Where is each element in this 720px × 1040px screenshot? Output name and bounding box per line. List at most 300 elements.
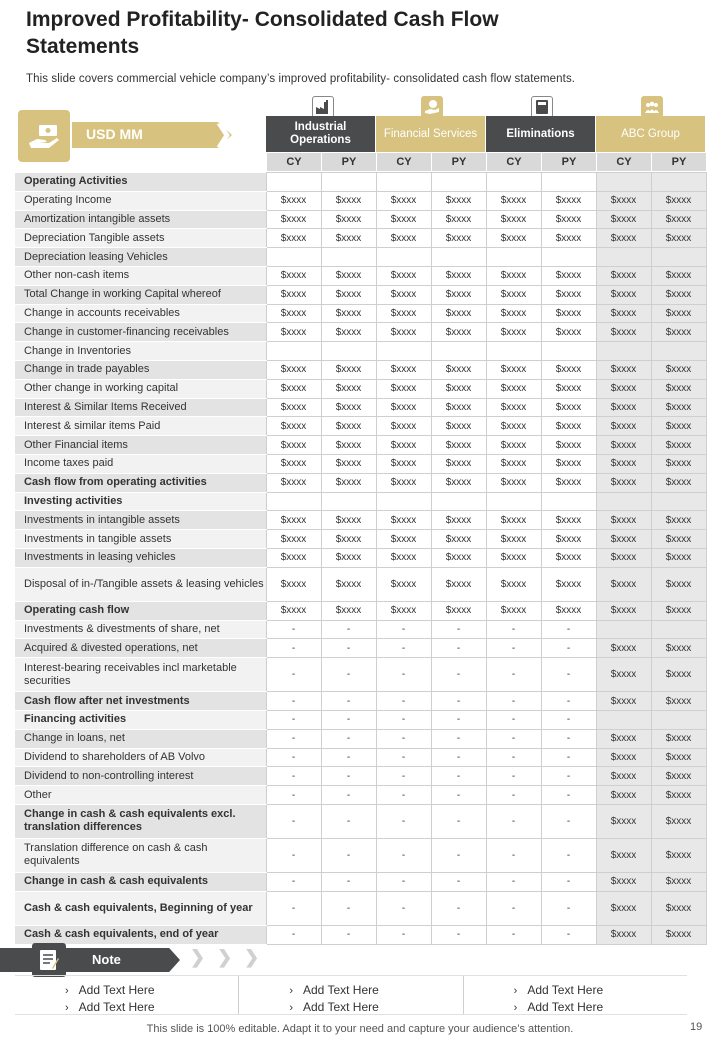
value-cell[interactable]: $xxxx — [486, 417, 541, 436]
value-cell[interactable]: $xxxx — [376, 304, 431, 323]
value-cell[interactable]: - — [486, 767, 541, 786]
value-cell[interactable]: - — [431, 710, 486, 729]
value-cell[interactable]: $xxxx — [596, 767, 651, 786]
value-cell[interactable]: $xxxx — [596, 567, 651, 601]
value-cell[interactable]: $xxxx — [651, 925, 706, 944]
value-cell[interactable] — [486, 342, 541, 361]
value-cell[interactable]: $xxxx — [596, 925, 651, 944]
value-cell[interactable]: - — [266, 767, 321, 786]
value-cell[interactable] — [266, 492, 321, 511]
value-cell[interactable] — [431, 342, 486, 361]
value-cell[interactable]: $xxxx — [376, 436, 431, 455]
value-cell[interactable]: $xxxx — [596, 838, 651, 872]
value-cell[interactable]: - — [431, 925, 486, 944]
value-cell[interactable]: $xxxx — [596, 639, 651, 658]
value-cell[interactable]: - — [321, 767, 376, 786]
value-cell[interactable]: $xxxx — [651, 601, 706, 620]
value-cell[interactable] — [321, 248, 376, 267]
value-cell[interactable] — [541, 248, 596, 267]
value-cell[interactable]: - — [321, 804, 376, 838]
note-item[interactable]: › Add Text Here — [65, 1000, 155, 1014]
value-cell[interactable]: - — [376, 692, 431, 711]
value-cell[interactable]: $xxxx — [376, 601, 431, 620]
value-cell[interactable]: $xxxx — [266, 285, 321, 304]
value-cell[interactable]: $xxxx — [486, 436, 541, 455]
value-cell[interactable]: $xxxx — [651, 229, 706, 248]
value-cell[interactable]: $xxxx — [321, 210, 376, 229]
value-cell[interactable]: $xxxx — [541, 436, 596, 455]
value-cell[interactable] — [541, 492, 596, 511]
value-cell[interactable]: $xxxx — [596, 658, 651, 692]
value-cell[interactable]: $xxxx — [486, 548, 541, 567]
value-cell[interactable]: $xxxx — [651, 323, 706, 342]
value-cell[interactable]: $xxxx — [541, 379, 596, 398]
value-cell[interactable]: - — [486, 872, 541, 891]
note-item[interactable]: › Add Text Here — [65, 983, 155, 997]
value-cell[interactable]: $xxxx — [596, 548, 651, 567]
value-cell[interactable]: - — [266, 838, 321, 872]
value-cell[interactable]: $xxxx — [321, 436, 376, 455]
value-cell[interactable]: $xxxx — [486, 285, 541, 304]
value-cell[interactable]: - — [431, 786, 486, 805]
value-cell[interactable]: - — [376, 639, 431, 658]
value-cell[interactable]: $xxxx — [321, 417, 376, 436]
value-cell[interactable]: $xxxx — [541, 530, 596, 549]
value-cell[interactable]: - — [376, 925, 431, 944]
value-cell[interactable]: $xxxx — [541, 304, 596, 323]
value-cell[interactable]: $xxxx — [486, 398, 541, 417]
value-cell[interactable]: $xxxx — [321, 473, 376, 492]
value-cell[interactable]: - — [486, 658, 541, 692]
value-cell[interactable]: - — [541, 729, 596, 748]
value-cell[interactable]: - — [541, 710, 596, 729]
value-cell[interactable]: $xxxx — [321, 285, 376, 304]
value-cell[interactable] — [376, 342, 431, 361]
value-cell[interactable]: $xxxx — [266, 398, 321, 417]
value-cell[interactable]: $xxxx — [651, 304, 706, 323]
value-cell[interactable] — [596, 173, 651, 192]
value-cell[interactable]: $xxxx — [541, 601, 596, 620]
value-cell[interactable]: $xxxx — [431, 436, 486, 455]
value-cell[interactable]: $xxxx — [651, 891, 706, 925]
value-cell[interactable]: $xxxx — [321, 229, 376, 248]
value-cell[interactable]: $xxxx — [486, 530, 541, 549]
value-cell[interactable]: $xxxx — [266, 601, 321, 620]
value-cell[interactable]: $xxxx — [651, 567, 706, 601]
value-cell[interactable]: $xxxx — [431, 360, 486, 379]
value-cell[interactable]: $xxxx — [596, 786, 651, 805]
value-cell[interactable]: - — [266, 620, 321, 639]
value-cell[interactable]: - — [431, 729, 486, 748]
value-cell[interactable]: - — [321, 729, 376, 748]
value-cell[interactable]: $xxxx — [376, 360, 431, 379]
value-cell[interactable]: $xxxx — [651, 379, 706, 398]
value-cell[interactable]: - — [376, 767, 431, 786]
value-cell[interactable]: - — [431, 838, 486, 872]
value-cell[interactable]: $xxxx — [486, 473, 541, 492]
value-cell[interactable]: - — [486, 891, 541, 925]
value-cell[interactable]: $xxxx — [376, 191, 431, 210]
value-cell[interactable] — [541, 342, 596, 361]
value-cell[interactable]: - — [321, 658, 376, 692]
note-item[interactable]: › Add Text Here — [513, 1000, 604, 1014]
value-cell[interactable]: - — [431, 692, 486, 711]
value-cell[interactable]: - — [541, 891, 596, 925]
value-cell[interactable]: $xxxx — [651, 210, 706, 229]
value-cell[interactable] — [376, 173, 431, 192]
value-cell[interactable]: $xxxx — [651, 530, 706, 549]
value-cell[interactable] — [651, 710, 706, 729]
value-cell[interactable]: $xxxx — [431, 285, 486, 304]
value-cell[interactable]: $xxxx — [651, 658, 706, 692]
value-cell[interactable]: $xxxx — [376, 530, 431, 549]
value-cell[interactable] — [486, 173, 541, 192]
value-cell[interactable]: $xxxx — [431, 417, 486, 436]
value-cell[interactable]: - — [486, 620, 541, 639]
value-cell[interactable] — [321, 173, 376, 192]
value-cell[interactable] — [431, 248, 486, 267]
value-cell[interactable]: - — [431, 804, 486, 838]
value-cell[interactable]: $xxxx — [651, 548, 706, 567]
value-cell[interactable] — [596, 710, 651, 729]
value-cell[interactable]: $xxxx — [541, 454, 596, 473]
value-cell[interactable]: - — [541, 838, 596, 872]
value-cell[interactable]: $xxxx — [486, 511, 541, 530]
value-cell[interactable]: $xxxx — [266, 548, 321, 567]
value-cell[interactable]: $xxxx — [266, 266, 321, 285]
value-cell[interactable] — [486, 492, 541, 511]
value-cell[interactable]: $xxxx — [541, 191, 596, 210]
value-cell[interactable]: $xxxx — [651, 360, 706, 379]
value-cell[interactable] — [431, 492, 486, 511]
value-cell[interactable]: $xxxx — [431, 511, 486, 530]
value-cell[interactable]: - — [431, 891, 486, 925]
value-cell[interactable]: $xxxx — [431, 548, 486, 567]
value-cell[interactable]: $xxxx — [266, 454, 321, 473]
value-cell[interactable]: - — [541, 692, 596, 711]
value-cell[interactable]: $xxxx — [431, 323, 486, 342]
value-cell[interactable]: $xxxx — [266, 530, 321, 549]
value-cell[interactable]: $xxxx — [376, 567, 431, 601]
value-cell[interactable]: - — [541, 748, 596, 767]
value-cell[interactable]: $xxxx — [431, 454, 486, 473]
value-cell[interactable]: $xxxx — [651, 767, 706, 786]
value-cell[interactable]: $xxxx — [651, 729, 706, 748]
value-cell[interactable]: $xxxx — [431, 304, 486, 323]
value-cell[interactable]: $xxxx — [596, 511, 651, 530]
value-cell[interactable]: $xxxx — [486, 191, 541, 210]
value-cell[interactable]: $xxxx — [541, 210, 596, 229]
note-item[interactable]: › Add Text Here — [513, 983, 604, 997]
value-cell[interactable]: - — [376, 786, 431, 805]
value-cell[interactable]: $xxxx — [541, 229, 596, 248]
value-cell[interactable]: - — [486, 710, 541, 729]
value-cell[interactable] — [596, 342, 651, 361]
value-cell[interactable]: - — [541, 872, 596, 891]
value-cell[interactable]: - — [266, 748, 321, 767]
value-cell[interactable]: $xxxx — [651, 511, 706, 530]
value-cell[interactable] — [486, 248, 541, 267]
value-cell[interactable]: $xxxx — [266, 229, 321, 248]
value-cell[interactable]: - — [486, 639, 541, 658]
value-cell[interactable]: $xxxx — [651, 786, 706, 805]
value-cell[interactable]: - — [376, 748, 431, 767]
value-cell[interactable]: - — [266, 692, 321, 711]
value-cell[interactable]: - — [431, 748, 486, 767]
value-cell[interactable]: $xxxx — [596, 891, 651, 925]
value-cell[interactable]: - — [321, 620, 376, 639]
value-cell[interactable]: $xxxx — [376, 229, 431, 248]
value-cell[interactable]: $xxxx — [541, 417, 596, 436]
value-cell[interactable]: - — [431, 872, 486, 891]
value-cell[interactable]: - — [541, 658, 596, 692]
value-cell[interactable]: - — [376, 729, 431, 748]
value-cell[interactable]: $xxxx — [651, 838, 706, 872]
value-cell[interactable]: $xxxx — [596, 360, 651, 379]
value-cell[interactable]: $xxxx — [651, 454, 706, 473]
value-cell[interactable]: $xxxx — [321, 266, 376, 285]
value-cell[interactable]: - — [321, 710, 376, 729]
value-cell[interactable]: $xxxx — [541, 548, 596, 567]
value-cell[interactable] — [431, 173, 486, 192]
value-cell[interactable]: $xxxx — [596, 398, 651, 417]
value-cell[interactable]: $xxxx — [596, 804, 651, 838]
value-cell[interactable] — [376, 248, 431, 267]
value-cell[interactable]: $xxxx — [431, 601, 486, 620]
value-cell[interactable]: $xxxx — [651, 398, 706, 417]
value-cell[interactable]: $xxxx — [266, 417, 321, 436]
value-cell[interactable]: $xxxx — [541, 360, 596, 379]
value-cell[interactable]: $xxxx — [596, 266, 651, 285]
value-cell[interactable]: - — [321, 872, 376, 891]
value-cell[interactable]: $xxxx — [266, 473, 321, 492]
value-cell[interactable]: $xxxx — [596, 323, 651, 342]
value-cell[interactable] — [596, 492, 651, 511]
value-cell[interactable]: $xxxx — [321, 548, 376, 567]
value-cell[interactable]: $xxxx — [376, 511, 431, 530]
value-cell[interactable]: $xxxx — [376, 210, 431, 229]
value-cell[interactable]: $xxxx — [431, 191, 486, 210]
value-cell[interactable]: - — [321, 925, 376, 944]
value-cell[interactable]: - — [376, 891, 431, 925]
value-cell[interactable]: $xxxx — [431, 266, 486, 285]
value-cell[interactable]: - — [321, 748, 376, 767]
value-cell[interactable]: $xxxx — [541, 285, 596, 304]
value-cell[interactable]: - — [486, 925, 541, 944]
value-cell[interactable]: $xxxx — [651, 473, 706, 492]
value-cell[interactable]: $xxxx — [321, 601, 376, 620]
value-cell[interactable]: $xxxx — [486, 567, 541, 601]
value-cell[interactable]: $xxxx — [596, 454, 651, 473]
value-cell[interactable]: $xxxx — [431, 398, 486, 417]
value-cell[interactable]: $xxxx — [596, 436, 651, 455]
value-cell[interactable]: - — [541, 767, 596, 786]
value-cell[interactable]: $xxxx — [596, 210, 651, 229]
value-cell[interactable]: $xxxx — [266, 191, 321, 210]
value-cell[interactable] — [596, 620, 651, 639]
value-cell[interactable]: $xxxx — [651, 436, 706, 455]
value-cell[interactable]: $xxxx — [321, 191, 376, 210]
value-cell[interactable]: $xxxx — [486, 379, 541, 398]
value-cell[interactable] — [596, 248, 651, 267]
value-cell[interactable] — [266, 173, 321, 192]
value-cell[interactable]: $xxxx — [596, 191, 651, 210]
value-cell[interactable]: - — [431, 767, 486, 786]
value-cell[interactable]: $xxxx — [486, 266, 541, 285]
value-cell[interactable]: $xxxx — [596, 601, 651, 620]
value-cell[interactable]: - — [266, 639, 321, 658]
value-cell[interactable] — [651, 342, 706, 361]
value-cell[interactable]: - — [266, 891, 321, 925]
value-cell[interactable]: $xxxx — [541, 511, 596, 530]
value-cell[interactable]: $xxxx — [431, 379, 486, 398]
value-cell[interactable]: $xxxx — [596, 748, 651, 767]
value-cell[interactable]: $xxxx — [376, 473, 431, 492]
value-cell[interactable]: - — [376, 804, 431, 838]
value-cell[interactable]: - — [266, 872, 321, 891]
value-cell[interactable]: - — [376, 838, 431, 872]
value-cell[interactable]: - — [541, 804, 596, 838]
value-cell[interactable]: - — [486, 804, 541, 838]
value-cell[interactable]: - — [486, 692, 541, 711]
value-cell[interactable]: $xxxx — [321, 454, 376, 473]
value-cell[interactable]: $xxxx — [596, 229, 651, 248]
value-cell[interactable]: $xxxx — [596, 872, 651, 891]
value-cell[interactable]: $xxxx — [486, 323, 541, 342]
value-cell[interactable]: - — [541, 620, 596, 639]
value-cell[interactable]: $xxxx — [486, 229, 541, 248]
value-cell[interactable]: $xxxx — [651, 872, 706, 891]
value-cell[interactable]: - — [431, 620, 486, 639]
value-cell[interactable]: $xxxx — [431, 473, 486, 492]
value-cell[interactable]: $xxxx — [596, 729, 651, 748]
value-cell[interactable]: $xxxx — [651, 804, 706, 838]
value-cell[interactable]: $xxxx — [486, 304, 541, 323]
value-cell[interactable]: $xxxx — [541, 567, 596, 601]
value-cell[interactable] — [651, 492, 706, 511]
value-cell[interactable]: - — [321, 786, 376, 805]
value-cell[interactable]: - — [266, 804, 321, 838]
value-cell[interactable]: $xxxx — [431, 567, 486, 601]
value-cell[interactable]: $xxxx — [376, 398, 431, 417]
value-cell[interactable]: $xxxx — [486, 360, 541, 379]
value-cell[interactable]: - — [266, 710, 321, 729]
value-cell[interactable]: - — [486, 786, 541, 805]
value-cell[interactable]: - — [431, 639, 486, 658]
value-cell[interactable]: $xxxx — [486, 601, 541, 620]
value-cell[interactable]: - — [486, 729, 541, 748]
value-cell[interactable]: $xxxx — [376, 285, 431, 304]
value-cell[interactable]: $xxxx — [596, 379, 651, 398]
value-cell[interactable]: - — [321, 692, 376, 711]
value-cell[interactable]: $xxxx — [431, 210, 486, 229]
value-cell[interactable]: - — [321, 639, 376, 658]
value-cell[interactable]: $xxxx — [321, 567, 376, 601]
value-cell[interactable]: - — [376, 872, 431, 891]
value-cell[interactable] — [651, 620, 706, 639]
value-cell[interactable]: $xxxx — [321, 398, 376, 417]
value-cell[interactable]: - — [266, 729, 321, 748]
value-cell[interactable] — [541, 173, 596, 192]
value-cell[interactable]: $xxxx — [596, 304, 651, 323]
value-cell[interactable]: $xxxx — [596, 692, 651, 711]
value-cell[interactable]: $xxxx — [266, 210, 321, 229]
value-cell[interactable]: - — [431, 658, 486, 692]
value-cell[interactable]: $xxxx — [376, 548, 431, 567]
value-cell[interactable]: - — [266, 925, 321, 944]
value-cell[interactable]: - — [541, 925, 596, 944]
value-cell[interactable]: - — [266, 786, 321, 805]
value-cell[interactable]: $xxxx — [651, 748, 706, 767]
value-cell[interactable] — [376, 492, 431, 511]
value-cell[interactable]: $xxxx — [596, 530, 651, 549]
value-cell[interactable]: $xxxx — [541, 398, 596, 417]
value-cell[interactable]: - — [486, 838, 541, 872]
value-cell[interactable]: - — [376, 620, 431, 639]
value-cell[interactable]: $xxxx — [266, 511, 321, 530]
value-cell[interactable]: $xxxx — [486, 454, 541, 473]
value-cell[interactable]: $xxxx — [321, 360, 376, 379]
value-cell[interactable]: $xxxx — [321, 511, 376, 530]
value-cell[interactable]: $xxxx — [266, 436, 321, 455]
value-cell[interactable]: $xxxx — [651, 191, 706, 210]
value-cell[interactable] — [651, 173, 706, 192]
value-cell[interactable]: - — [376, 710, 431, 729]
value-cell[interactable]: $xxxx — [651, 692, 706, 711]
note-item[interactable]: › Add Text Here — [289, 983, 379, 997]
value-cell[interactable]: $xxxx — [376, 454, 431, 473]
value-cell[interactable]: - — [266, 658, 321, 692]
value-cell[interactable]: $xxxx — [266, 323, 321, 342]
value-cell[interactable]: $xxxx — [596, 285, 651, 304]
value-cell[interactable]: $xxxx — [541, 473, 596, 492]
value-cell[interactable]: $xxxx — [431, 530, 486, 549]
value-cell[interactable] — [321, 492, 376, 511]
value-cell[interactable]: $xxxx — [596, 473, 651, 492]
value-cell[interactable]: $xxxx — [376, 323, 431, 342]
value-cell[interactable] — [321, 342, 376, 361]
value-cell[interactable]: $xxxx — [486, 210, 541, 229]
value-cell[interactable]: $xxxx — [596, 417, 651, 436]
value-cell[interactable]: $xxxx — [376, 266, 431, 285]
value-cell[interactable]: - — [321, 838, 376, 872]
value-cell[interactable] — [651, 248, 706, 267]
value-cell[interactable] — [266, 248, 321, 267]
value-cell[interactable]: $xxxx — [321, 530, 376, 549]
value-cell[interactable]: $xxxx — [321, 379, 376, 398]
value-cell[interactable]: - — [486, 748, 541, 767]
value-cell[interactable]: $xxxx — [651, 285, 706, 304]
value-cell[interactable]: - — [541, 639, 596, 658]
value-cell[interactable]: $xxxx — [651, 266, 706, 285]
note-item[interactable]: › Add Text Here — [289, 1000, 379, 1014]
value-cell[interactable]: $xxxx — [266, 567, 321, 601]
value-cell[interactable]: - — [376, 658, 431, 692]
value-cell[interactable]: $xxxx — [376, 379, 431, 398]
value-cell[interactable]: $xxxx — [321, 304, 376, 323]
value-cell[interactable]: $xxxx — [266, 360, 321, 379]
value-cell[interactable]: $xxxx — [321, 323, 376, 342]
value-cell[interactable]: $xxxx — [651, 417, 706, 436]
value-cell[interactable]: - — [321, 891, 376, 925]
value-cell[interactable]: $xxxx — [431, 229, 486, 248]
value-cell[interactable]: $xxxx — [266, 304, 321, 323]
value-cell[interactable]: - — [541, 786, 596, 805]
value-cell[interactable]: $xxxx — [266, 379, 321, 398]
value-cell[interactable]: $xxxx — [541, 323, 596, 342]
value-cell[interactable]: $xxxx — [651, 639, 706, 658]
value-cell[interactable] — [266, 342, 321, 361]
